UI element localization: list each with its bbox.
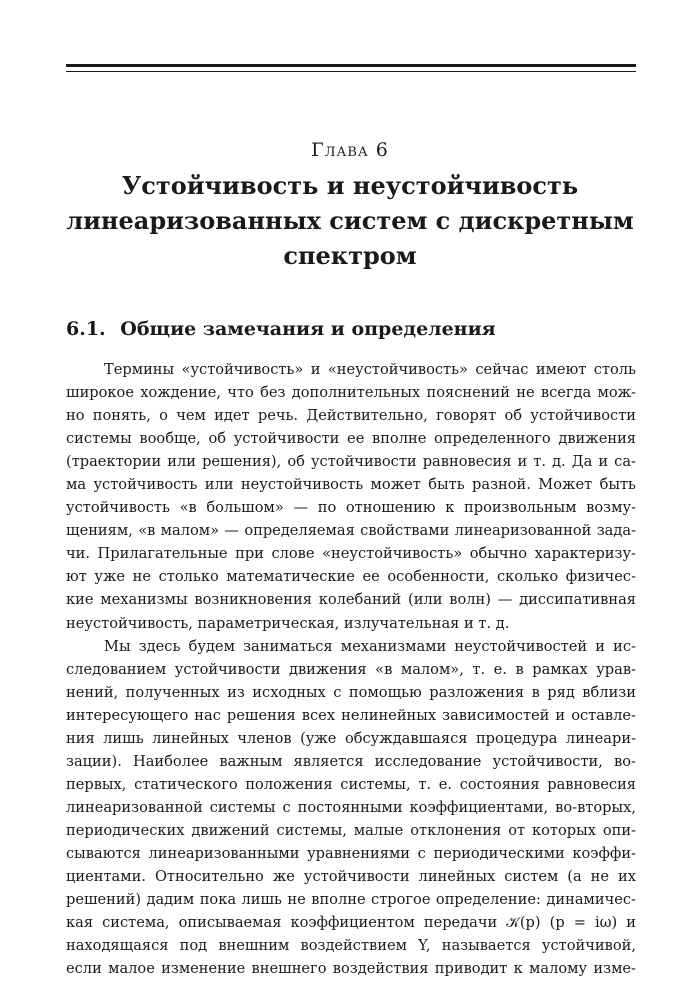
text-line: ма устойчивость или неустойчивость может быть разной. Может быть xyxy=(66,476,636,494)
text-line: сываются линеаризованными уравнениями с периодическими коэффи- xyxy=(66,844,636,862)
text-line: но понять, о чем идет речь. Действительно, говорят об устойчивости xyxy=(66,407,636,425)
text-line: (траектории или решения), об устойчивости равновесия и т. д. Да и са- xyxy=(66,453,636,471)
chapter-title-line: спектром xyxy=(283,241,417,270)
text-line: следованием устойчивости движения «в малом», т. е. в рамках урав- xyxy=(66,660,636,678)
text-line: устойчивость «в большом» — по отношению к произвольным возму- xyxy=(66,499,636,517)
text-line: периодических движений системы, малые отклонения от которых опи- xyxy=(66,821,636,839)
paragraph xyxy=(66,635,636,981)
header-rule-thin xyxy=(66,71,636,72)
paragraph xyxy=(66,358,636,635)
section-title: Общие замечания и определения xyxy=(120,318,496,340)
text-line: линеаризованной системы с постоянными коэффициентами, во-вторых, xyxy=(66,798,636,816)
text-line: Термины «устойчивость» и «неустойчивость» сейчас имеют столь xyxy=(104,361,636,378)
text-line: нений, полученных из исходных с помощью разложения в ряд вблизи xyxy=(66,683,636,701)
text-line: ния лишь линейных членов (уже обсуждавшаяся процедура линеари- xyxy=(66,729,636,747)
text-line: кая система, описываемая коэффициентом передачи 𝒦(p) (p = iω) и xyxy=(66,914,636,932)
text-line: находящаяся под внешним воздействием Y, называется устойчивой, xyxy=(66,937,636,955)
chapter-title-line: линеаризованных систем с дискретным xyxy=(66,206,634,235)
chapter-title-line: Устойчивость и неустойчивость xyxy=(121,171,579,200)
section-heading xyxy=(66,318,636,340)
chapter-label: Глава 6 xyxy=(311,139,389,161)
text-line: интересующего нас решения всех нелинейных зависимостей и оставле- xyxy=(66,706,636,724)
text-line: зации). Наиболее важным является исследование устойчивости, во- xyxy=(66,752,636,770)
text-line: циентами. Относительно же устойчивости линейных систем (а не их xyxy=(66,868,636,886)
text-line: чи. Прилагательные при слове «неустойчивость» обычно характеризу- xyxy=(66,545,636,563)
text-line: щениям, «в малом» — определяемая свойствами линеаризованной зада- xyxy=(66,522,636,540)
text-line: неустойчивость, параметрическая, излучательная и т. д. xyxy=(66,614,510,632)
chapter-title xyxy=(60,168,640,273)
text-line: первых, статического положения системы, т. е. состояния равновесия xyxy=(66,775,636,793)
text-line: Мы здесь будем заниматься механизмами неустойчивостей и ис- xyxy=(104,637,636,655)
text-line: если малое изменение внешнего воздействия приводит к малому изме- xyxy=(66,960,636,978)
text-line: решений) дадим пока лишь не вполне строгое определение: динамичес- xyxy=(66,891,636,909)
body-text xyxy=(66,358,636,980)
text-line: ют уже не столько математические ее особенности, сколько физичес- xyxy=(66,568,636,586)
text-line: системы вообще, об устойчивости ее вполне определенного движения xyxy=(66,430,636,448)
section-number: 6.1. xyxy=(66,318,106,340)
text-line: кие механизмы возникновения колебаний (или волн) — диссипативная xyxy=(66,591,636,609)
text-line: широкое хождение, что без дополнительных пояснений не всегда мож- xyxy=(66,384,636,402)
header-rule-thick xyxy=(66,64,636,67)
